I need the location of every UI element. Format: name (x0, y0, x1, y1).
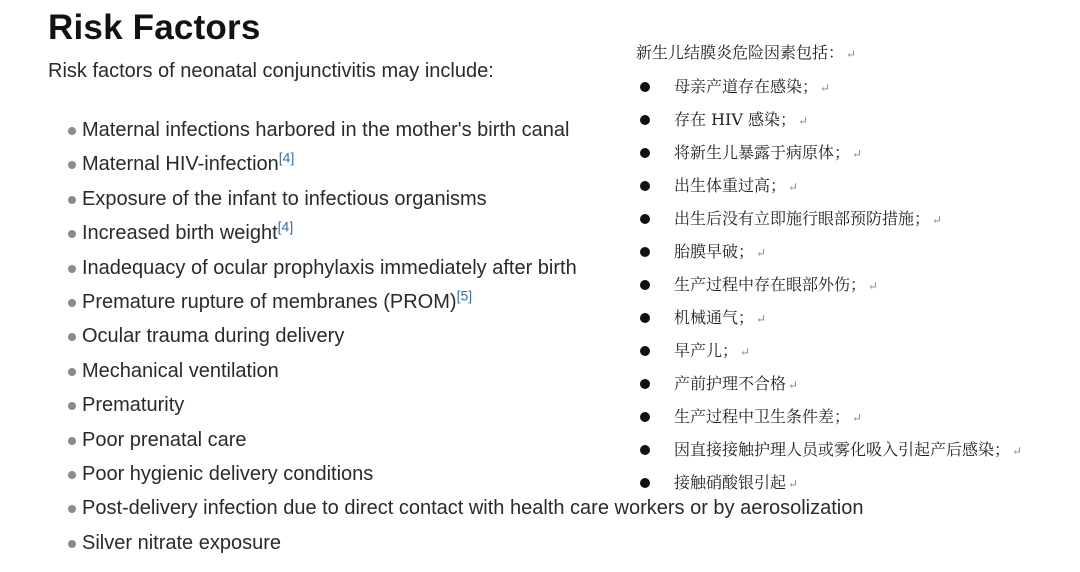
paragraph-mark-icon: ↵ (1012, 444, 1023, 458)
translation-item-text: 将新生儿暴露于病原体； (674, 143, 851, 162)
bullet-icon (640, 379, 650, 389)
list-item-text: Maternal HIV-infection (82, 153, 279, 176)
translation-item (636, 202, 1022, 235)
translation-title (636, 40, 856, 63)
translation-item-text: 产前护理不合格 (674, 374, 787, 393)
translation-item-text: 早产儿； (674, 341, 739, 360)
list-item-text: Prematurity (82, 394, 185, 417)
reference-link[interactable]: [5] (456, 287, 473, 304)
translation-item-text: 生产过程中存在眼部外伤； (674, 275, 867, 294)
paragraph-mark-icon: ↵ (820, 81, 831, 95)
list-item (66, 526, 864, 560)
translation-item (636, 235, 1022, 268)
translation-item-text: 出生后没有立即施行眼部预防措施； (674, 209, 931, 228)
bullet-icon (68, 161, 76, 169)
list-item-text: Increased birth weight (82, 222, 278, 245)
translation-item (636, 103, 1022, 136)
bullet-icon (640, 247, 650, 257)
reference-link[interactable]: [4] (277, 218, 294, 235)
bullet-icon (68, 437, 76, 445)
translation-item (636, 169, 1022, 202)
paragraph-mark-icon: ↵ (932, 213, 943, 227)
paragraph-mark-icon: ↵ (798, 114, 809, 128)
translation-list (636, 70, 1022, 499)
bullet-icon (640, 181, 650, 191)
bullet-icon (640, 82, 650, 92)
intro-text: Risk factors of neonatal conjunctivitis may include: (48, 60, 494, 82)
translation-item-text: 因直接接触护理人员或雾化吸入引起产后感染； (674, 440, 1011, 459)
translation-item (636, 400, 1022, 433)
paragraph-mark-icon: ↵ (852, 411, 863, 425)
bullet-icon (68, 402, 76, 410)
paragraph-mark-icon: ↵ (788, 378, 799, 392)
bullet-icon (68, 196, 76, 204)
translation-item (636, 367, 1022, 400)
bullet-icon (640, 313, 650, 323)
translation-item-text: 母亲产道存在感染； (674, 77, 819, 96)
paragraph-mark-icon: ↵ (868, 279, 879, 293)
bullet-icon (640, 280, 650, 290)
paragraph-mark-icon: ↵ (756, 312, 767, 326)
bullet-icon (640, 148, 650, 158)
paragraph-mark-icon: ↵ (788, 180, 799, 194)
bullet-icon (68, 333, 76, 341)
paragraph-mark-icon: ↵ (846, 47, 857, 61)
paragraph-mark-icon: ↵ (788, 477, 799, 491)
translation-item-text: 生产过程中卫生条件差； (674, 407, 851, 426)
translation-item (636, 70, 1022, 103)
reference-link[interactable]: [4] (278, 149, 295, 166)
paragraph-mark-icon: ↵ (852, 147, 863, 161)
translation-item (636, 136, 1022, 169)
bullet-icon (68, 299, 76, 307)
translation-item-text: 机械通气； (674, 308, 755, 327)
paragraph-mark-icon: ↵ (740, 345, 751, 359)
list-item-text: Poor prenatal care (82, 428, 247, 451)
page-title: Risk Factors (48, 8, 261, 47)
translation-item-text: 出生体重过高； (674, 176, 787, 195)
bullet-icon (640, 478, 650, 488)
bullet-icon (68, 471, 76, 479)
translation-item-text: 存在 HIV 感染； (674, 110, 797, 129)
list-item-text: Post-delivery infection due to direct contact with health care workers or by aerosolization (82, 497, 864, 520)
list-item-text: Mechanical ventilation (82, 359, 279, 382)
bullet-icon (640, 346, 650, 356)
bullet-icon (640, 445, 650, 455)
translation-item-text: 接触硝酸银引起 (674, 473, 787, 492)
list-item-text: Poor hygienic delivery conditions (82, 462, 374, 485)
bullet-icon (68, 505, 76, 513)
bullet-icon (68, 127, 76, 135)
translation-item (636, 433, 1022, 466)
bullet-icon (640, 115, 650, 125)
translation-item (636, 466, 1022, 499)
paragraph-mark-icon: ↵ (756, 246, 767, 260)
translation-title-text: 新生儿结膜炎危险因素包括： (636, 43, 845, 62)
bullet-icon (640, 214, 650, 224)
translation-item (636, 301, 1022, 334)
bullet-icon (68, 368, 76, 376)
list-item-text: Premature rupture of membranes (PROM) (82, 290, 457, 313)
bullet-icon (68, 265, 76, 273)
bullet-icon (68, 230, 76, 238)
translation-item (636, 334, 1022, 367)
list-item-text: Inadequacy of ocular prophylaxis immediately after birth (82, 256, 577, 279)
bullet-icon (640, 412, 650, 422)
bullet-icon (68, 540, 76, 548)
list-item-text: Silver nitrate exposure (82, 531, 281, 554)
list-item-text: Maternal infections harbored in the mother's birth canal (82, 119, 570, 141)
list-item-text: Ocular trauma during delivery (82, 325, 345, 348)
translation-item-text: 胎膜早破； (674, 242, 755, 261)
list-item-text: Exposure of the infant to infectious organisms (82, 187, 487, 210)
translation-item (636, 268, 1022, 301)
